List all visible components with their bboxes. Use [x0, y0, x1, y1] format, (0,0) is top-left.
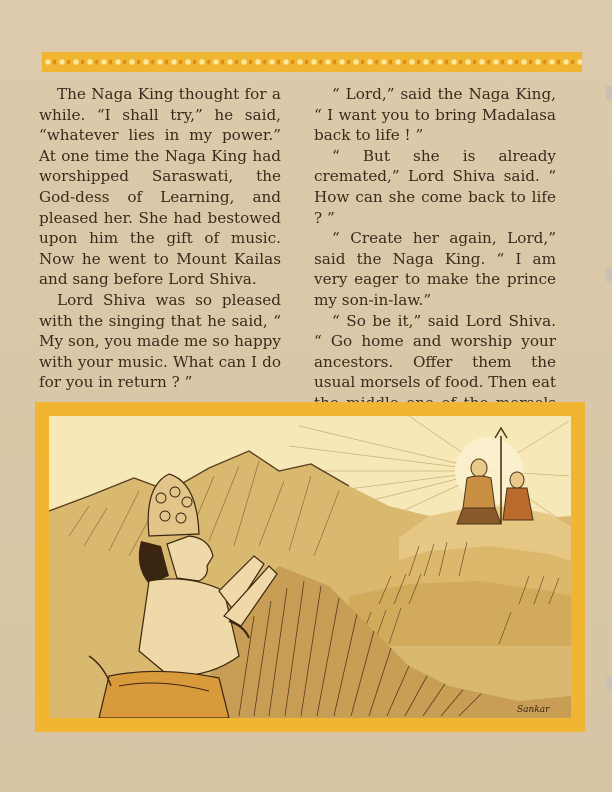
paragraph: “ So be it,” said Lord Shiva. “ Go home and worship your ancestors. Offer them the usual morsels of food. Then eat [314, 311, 556, 392]
paragraph: Lord Shiva was so pleased with the singing that he said, “ My son, you made me so happy with your music. What can I do for you in return ? ” [39, 290, 281, 392]
page-edge-mark [606, 676, 612, 690]
page-edge-mark [606, 86, 612, 100]
illustration-naga-king-and-shiva [49, 416, 571, 718]
illustration-frame [35, 402, 585, 732]
left-text-column [39, 84, 281, 393]
right-text-column [314, 84, 556, 434]
paragraph: “ But she is already cremated,” Lord Shiva said. “ How can she come back to life ? ” [314, 146, 556, 227]
paragraph: “ Create her again, Lord,” said the Naga King. “ I am very eager to make the prince my son-in-law.” [314, 229, 556, 309]
paragraph: “ Lord,” said the Naga King, “ I want you to bring Madalasa back to life ! ” [314, 85, 556, 145]
artist-signature: Sankar [517, 705, 550, 715]
page-edge-mark [606, 268, 612, 282]
paragraph: The Naga King thought for a while. “I shall try,” he said, “whatever lies in my power.” At one time the Naga King had worshipped Saraswati, the God-dess of Learning, and pleased her. She had bestowed upon him the gift of music. Now he went to Mount Kailas and sang before Lord Shiva. [39, 85, 281, 289]
decorative-border-band [42, 52, 582, 72]
